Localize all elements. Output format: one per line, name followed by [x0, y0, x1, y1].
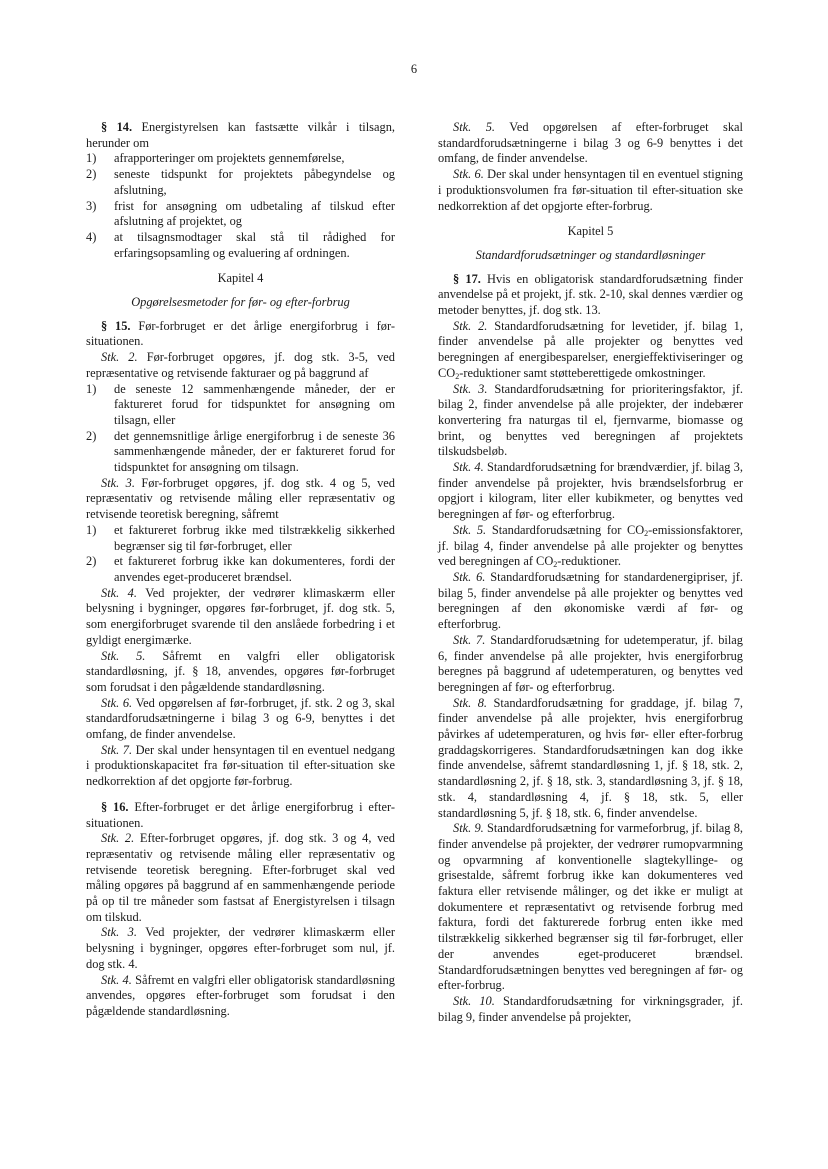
chapter-heading: Kapitel 5: [567, 224, 614, 239]
section-number: § 17.: [453, 271, 481, 286]
list-item: 1) afrapporteringer om projektets gennemførelse,: [86, 151, 345, 166]
subsection: Stk. 5. Ved opgørelsen af efter-forbruget skal standardforudsætningerne i bilag 3 og 6-9 benyttes i det omfang, de finder anvendelse.: [438, 120, 743, 166]
left-column: [86, 120, 395, 1020]
subsection: Stk. 3. Standardforudsætning for prioriteringsfaktor, jf. bilag 2, finder anvendelse på alle projekter, der indebærer konvertering fra naturgas til el, fjernvarme, biomasse og brint, og benyttes ved beregningen af projektets tilskudsbeløb.: [438, 381, 743, 459]
list-item: 1) et faktureret forbrug ikke med tilstrækkelig sikkerhed begrænser sig til før-forbruget, eller: [86, 522, 395, 553]
section-number: § 15.: [101, 318, 131, 333]
section-15: § 15. Før-forbruget er det årlige energiforbrug i før-situationen.: [86, 318, 395, 349]
section-14: § 14. Energistyrelsen kan fastsætte vilkår i tilsagn, herunder om: [86, 120, 395, 150]
list-item: 3) frist for ansøgning om udbetaling af tilskud efter afslutning af projektet, og: [86, 198, 395, 229]
subsection: Stk. 8. Standardforudsætning for graddage, jf. bilag 7, finder anvendelse på alle projekter, hvis energiforbrug påvirkes af udetemperaturen, og hvis før- eller efter-forbrug graddagskorrigeres. Standardforudsætningen kan dog ikke finde anvendelse, såfremt standardløsning 1, jf. § 18, stk. 2, standardløsning 2, jf. § 18, stk. 3, standardløsning 3, jf. § 18, stk. 4, standardløsning 4, jf. § 18, stk. 5, eller standardløsning 5, jf. § 18, stk. 6, finder anvendelse.: [438, 695, 743, 820]
section-number: § 16.: [101, 799, 129, 814]
list-item: 1) de seneste 12 sammenhængende måneder, der er faktureret forud for tidspunktet for ansøgning om tilsagn, eller: [86, 381, 395, 427]
right-column: [438, 120, 743, 1025]
subsection: Stk. 4. Såfremt en valgfri eller obligatorisk standardløsning anvendes, opgøres efter-forbruget som forudsat i den pågældende standardløsning.: [86, 972, 395, 1018]
subsection: Stk. 4. Standardforudsætning for brændværdier, jf. bilag 3, finder anvendelse på projekter, hvis brændselsforbrug er opgjort i kilogram, liter eller kubikmeter, og benyttes ved beregningen af før- og efterforbrug.: [438, 460, 743, 522]
list-item: 2) det gennemsnitlige årlige energiforbrug i de seneste 36 sammenhængende måneder, der er faktureret forud for tidspunktet for ansøgning om tilsagn.: [86, 428, 395, 475]
subsection: Stk. 6. Ved opgørelsen af før-forbruget, jf. stk. 2 og 3, skal standardforudsætningerne i bilag 3 og 6-9, benyttes i det omfang, de finder anvendelse.: [86, 695, 395, 742]
chapter-heading: Kapitel 4: [217, 271, 264, 286]
subsection: Stk. 7. Standardforudsætning for udetemperatur, jf. bilag 6, finder anvendelse på alle projekter, hvis energiforbrug beregnes på baggrund af udetemperaturen, og benyttes ved beregningen af før- og efterforbrug.: [438, 632, 743, 694]
subsection: Stk. 7. Der skal under hensyntagen til en eventuel nedgang i produktionskapacitet fra før-situation til efter-situation ske nedkorrektion af det opgjorte før-forbrug.: [86, 742, 395, 789]
subsection: Stk. 5. Såfremt en valgfri eller obligatorisk standardløsning, jf. § 18, anvendes, opgøres før-forbruget som forudsat i den pågældende standardløsning.: [86, 648, 395, 694]
subsection: Stk. 5. Standardforudsætning for $CO_2$-emissionsfaktorer, jf. bilag 4, finder anvendelse på alle projekter og benyttes ved beregningen af $CO_2$-reduktioner.: [438, 522, 743, 570]
subsection: Stk. 9. Standardforudsætning for varmeforbrug, jf. bilag 8, finder anvendelse på projekter, der vedrører rumopvarmning og opvarmning af konventionelle slagtekyllinge- og grisestalde, såfremt forbrug ikke kan dokumenteres ved faktura eller retvisende målinger, og det ikke er muligt at dokumentere et repræsentativt og retvisende forbrug med faktura, fordi det fakturerede forbrug enten ikke med tilstrækkelig sikkerhed begrænser sig til før-forbruget, eller der anvendes eget-produceret brændsel. Standardforudsætningen benyttes ved beregningen af før- og efter-forbrug.: [438, 821, 743, 993]
list-item: 4) at tilsagnsmodtager skal stå til rådighed for erfaringsopsamling og evaluering af ordningen.: [86, 229, 395, 260]
page-number: 6: [410, 62, 418, 76]
subsection: Stk. 10. Standardforudsætning for virkningsgrader, jf. bilag 9, finder anvendelse på projekter,: [438, 993, 743, 1024]
chapter-title: Standardforudsætninger og standardløsninger: [475, 247, 706, 262]
subsection: Stk. 3. Før-forbruget opgøres, jf. dog stk. 4 og 5, ved repræsentativ og retvisende måling eller repræsentativ og retvisende teoretisk beregning, såfremt: [86, 475, 395, 522]
subsection: Stk. 2. Før-forbruget opgøres, jf. dog stk. 3-5, ved repræsentative og retvisende fakturaer og på baggrund af: [86, 350, 395, 380]
section-17: § 17. Hvis en obligatorisk standardforudsætning finder anvendelse på et projekt, jf. stk. 2-10, skal dennes værdier og metoder benyttes, jf. dog stk. 13.: [438, 271, 743, 318]
list-item: 2) seneste tidspunkt for projektets påbegyndelse og afslutning,: [86, 167, 395, 197]
list-item: 2) et faktureret forbrug ikke kan dokumenteres, fordi der anvendes eget-produceret brændsel.: [86, 554, 395, 584]
chapter-title: Opgørelsesmetoder for før- og efter-forbrug: [131, 295, 350, 310]
subsection: Stk. 6. Der skal under hensyntagen til en eventuel stigning i produktionsvolumen fra før-situation til efter-situation ske nedkorrektion af det opgjorte efter-forbrug.: [438, 167, 743, 213]
subsection: Stk. 4. Ved projekter, der vedrører klimaskærm eller belysning i bygninger, opgøres før-forbruget, jf. dog stk. 5, som energiforbruget svarende til den anslåede forbedring i et gyldigt energimærke.: [86, 585, 396, 647]
subsection: Stk. 2. Efter-forbruget opgøres, jf. dog stk. 3 og 4, ved repræsentativ og retvisende måling eller repræsentativ og retvisende teoretisk beregning. Efter-forbruget skal ved måling opgøres på baggrund af en sammenhængende periode på op til tre måneder som fastsat af Energistyrelsen i tilsagn om tilskud.: [86, 831, 395, 924]
section-number: § 14.: [101, 120, 133, 134]
subsection: Stk. 3. Ved projekter, der vedrører klimaskærm eller belysning i bygninger, opgøres efter-forbruget som nul, jf. dog stk. 4.: [86, 925, 396, 971]
section-16: § 16. Efter-forbruget er det årlige energiforbrug i efter-situationen.: [86, 799, 395, 830]
subsection: Stk. 6. Standardforudsætning for standardenergipriser, jf. bilag 5, finder anvendelse på alle projekter og benyttes ved beregningen af den økonomiske værdi af før- og efterforbrug.: [438, 569, 743, 632]
subsection: Stk. 2. Standardforudsætning for levetider, jf. bilag 1, finder anvendelse på alle projekter og benyttes ved beregningen af energibesparelser, energieffektiviseringer og $CO_2$-reduktioner samt støtteberettigede omkostninger.: [438, 318, 743, 381]
